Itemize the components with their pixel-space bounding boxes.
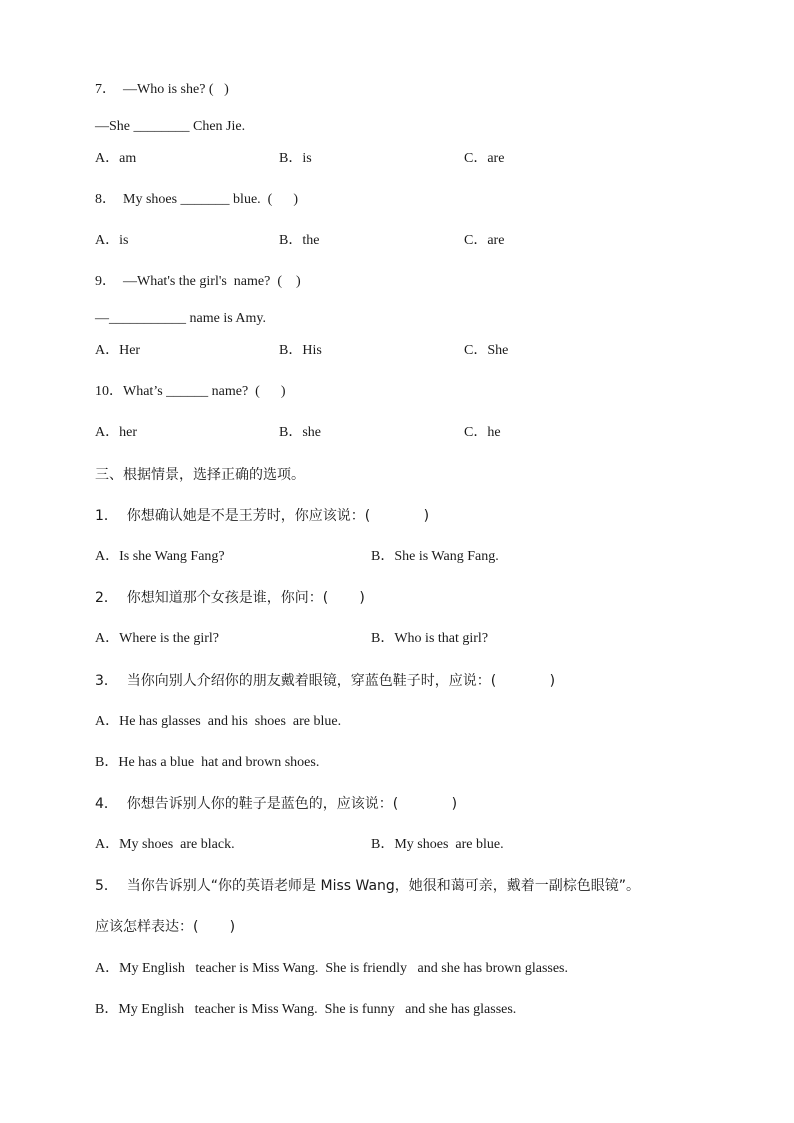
question-10-option-a: A．her: [95, 425, 137, 440]
situation-5-stem-continued: 应该怎样表达：( ): [95, 919, 236, 935]
situation-2-option-a: A．Where is the girl?: [95, 631, 220, 646]
question-7-stem: 7． —Who is she? ( ): [95, 82, 229, 97]
section-3-heading: 三、根据情景，选择正确的选项。: [95, 467, 305, 483]
situation-3-option-a: A．He has glasses and his shoes are blue.: [95, 714, 342, 729]
question-8-option-a: A．is: [95, 233, 129, 248]
question-9-option-c: C．She: [464, 343, 509, 358]
situation-4-option-a: A．My shoes are black.: [95, 837, 235, 852]
situation-1-option-a: A．Is she Wang Fang?: [95, 549, 225, 564]
question-7-answer-line: —She ________ Chen Jie.: [95, 119, 246, 134]
question-8-stem: 8． My shoes _______ blue. ( ): [95, 192, 298, 207]
question-10-stem: 10．What’s ______ name? ( ): [95, 384, 286, 399]
situation-1-stem: 1． 你想确认她是不是王芳时，你应该说：( ): [95, 508, 430, 524]
question-8-option-c: C．are: [464, 233, 505, 248]
situation-2-option-b: B．Who is that girl?: [371, 631, 489, 646]
situation-1-option-b: B．She is Wang Fang.: [371, 549, 499, 564]
situation-5-option-b: B．My English teacher is Miss Wang. She is funny and she has glasses.: [95, 1002, 517, 1017]
question-9-stem: 9． —What's the girl's name? ( ): [95, 274, 301, 289]
question-9-option-b: B．His: [279, 343, 322, 358]
question-9-answer-line: —___________ name is Amy.: [95, 311, 266, 326]
situation-4-stem: 4． 你想告诉别人你的鞋子是蓝色的，应该说：( ): [95, 796, 458, 812]
situation-5-option-a: A．My English teacher is Miss Wang. She is friendly and she has brown glasses.: [95, 961, 568, 976]
question-7-option-b: B．is: [279, 151, 312, 166]
question-7-option-a: A．am: [95, 151, 137, 166]
question-7-option-c: C．are: [464, 151, 505, 166]
question-10-option-b: B．she: [279, 425, 321, 440]
question-8-option-b: B．the: [279, 233, 320, 248]
situation-2-stem: 2． 你想知道那个女孩是谁，你问：( ): [95, 590, 365, 606]
question-9-option-a: A．Her: [95, 343, 141, 358]
situation-5-stem: 5． 当你告诉别人“你的英语老师是 Miss Wang，她很和蔼可亲，戴着一副棕色眼镜”。: [95, 878, 641, 894]
situation-3-option-b: B．He has a blue hat and brown shoes.: [95, 755, 320, 770]
situation-3-stem: 3． 当你向别人介绍你的朋友戴着眼镜，穿蓝色鞋子时，应说：( ): [95, 673, 556, 689]
question-10-option-c: C．he: [464, 425, 501, 440]
situation-4-option-b: B．My shoes are blue.: [371, 837, 504, 852]
